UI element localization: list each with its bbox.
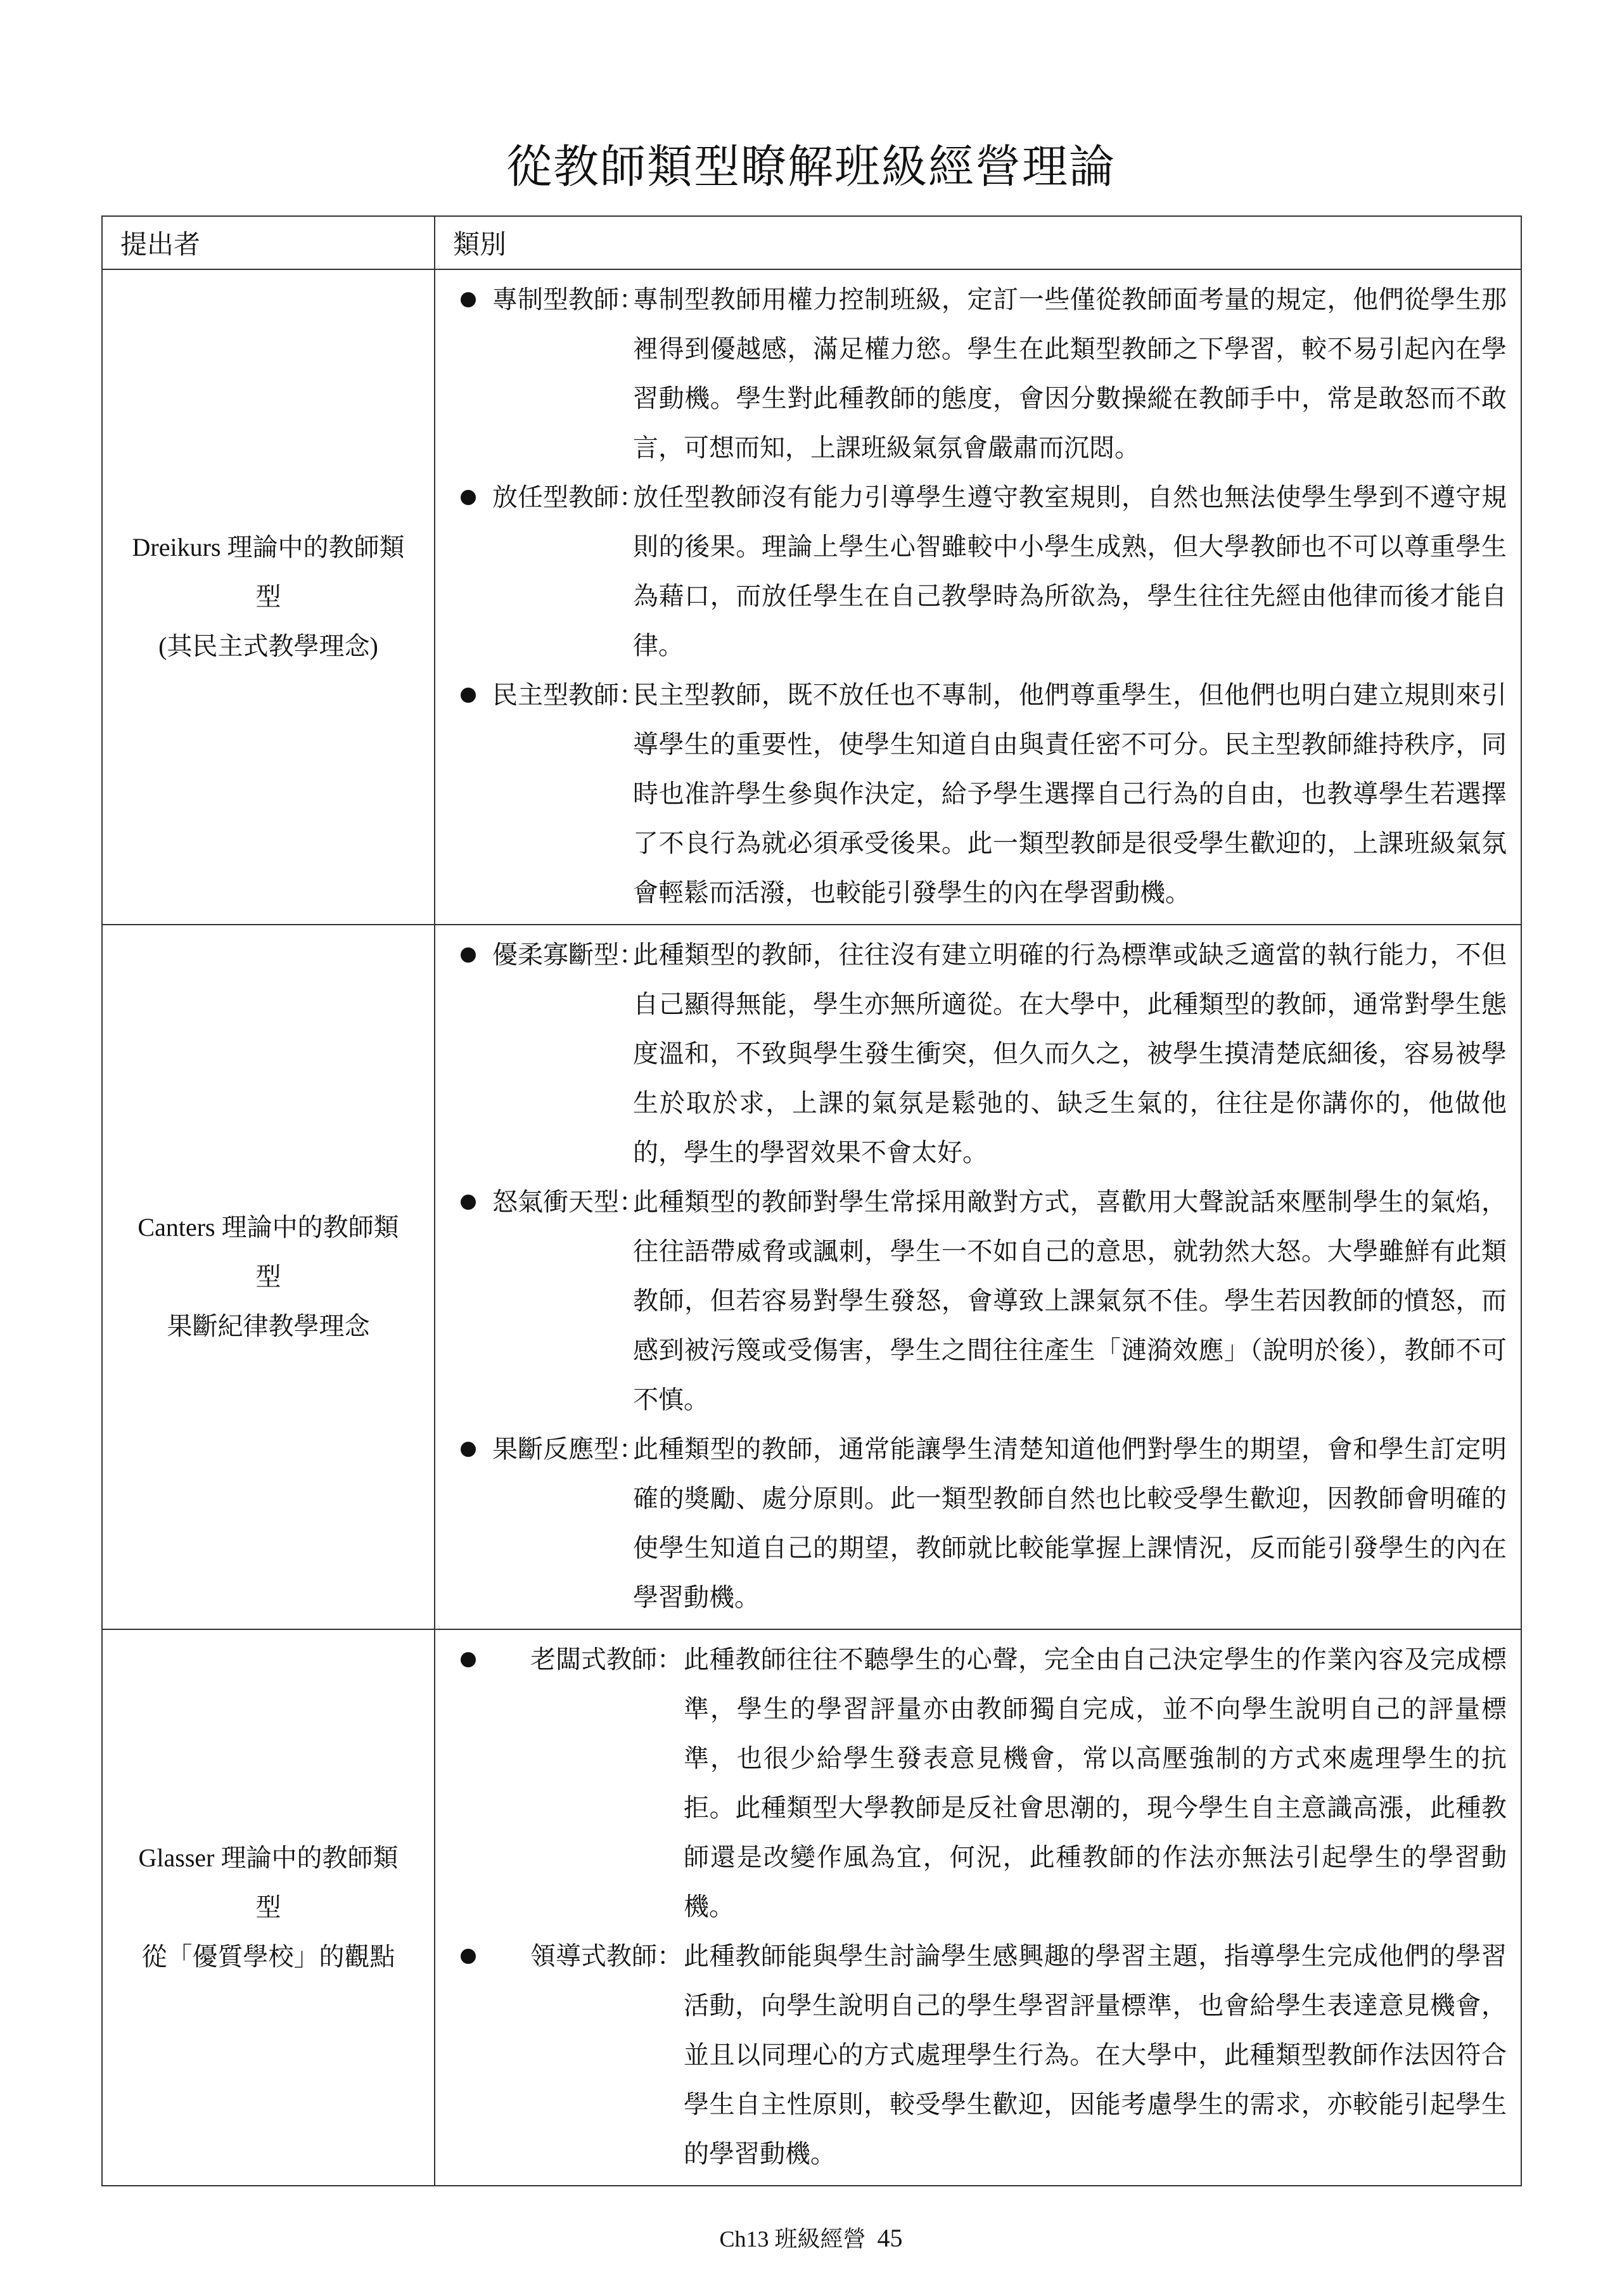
proposer-line: 型 [255, 1893, 281, 1921]
teacher-type-table [101, 215, 1522, 2186]
page-number: 45 [877, 2224, 903, 2252]
item-label: 領導式教師： [530, 1942, 682, 1971]
item-text: 此種教師往往不聽學生的心聲，完全由自己決定學生的作業內容及完成標準，學生的學習評量亦由教師獨自完成，並不向學生說明自己的評量標準，也很少給學生發表意見機會，常以高壓強制的方式來處理學生的抗拒。此種類型大學教師是反社會思潮的，現今學生自主意識高漲，此種教師還是改變作風為宜，何況，此種教師的作法亦無法引起學生的學習動機。 [684, 1645, 1507, 1921]
page-title: 從教師類型瞭解班級經營理論 [506, 140, 1116, 193]
item-label: 放任型教師： [492, 483, 644, 512]
bullet-icon [461, 1652, 476, 1667]
category-cell [435, 269, 1521, 925]
bullet-icon [461, 947, 476, 963]
bullet-icon [461, 688, 476, 703]
item-label: 怒氣衝天型： [492, 1188, 644, 1217]
proposer-cell [102, 269, 435, 925]
list-item [449, 1932, 1507, 2179]
category-cell [435, 1629, 1521, 2186]
proposer-line: 果斷紀律教學理念 [167, 1312, 370, 1340]
item-label: 專制型教師： [492, 285, 644, 314]
item-text: 專制型教師用權力控制班級，定訂一些僅從教師面考量的規定，他們從學生那裡得到優越感，滿足權力慾。學生在此類型教師之下學習，較不易引起內在學習動機。學生對此種教師的態度，會因分數操縱在教師手中，常是敢怒而不敢言，可想而知，上課班級氣氛會嚴肅而沉悶。 [633, 285, 1507, 463]
list-item [449, 473, 1507, 670]
item-text: 此種類型的教師，通常能讓學生清楚知道他們對學生的期望，會和學生訂定明確的獎勵、處分原則。此一類型教師自然也比較受學生歡迎，因教師會明確的使學生知道自己的期望，教師就比較能掌握上課情況，反而能引發學生的內在學習動機。 [633, 1435, 1507, 1612]
proposer-cell [102, 1629, 435, 2186]
item-label: 果斷反應型： [492, 1435, 644, 1464]
list-item [449, 275, 1507, 473]
proposer-line: (其民主式教學理念) [158, 632, 378, 660]
proposer-line: 型 [255, 582, 281, 611]
list-item [449, 670, 1507, 918]
bullet-icon [461, 1195, 476, 1210]
bullet-icon [461, 1949, 476, 1964]
proposer-line: 從「優質學校」的觀點 [141, 1942, 395, 1971]
item-text: 放任型教師沒有能力引導學生遵守教室規則，自然也無法使學生學到不遵守規則的後果。理論上學生心智雖較中小學生成熟，但大學教師也不可以尊重學生為藉口，而放任學生在自己教學時為所欲為，學生往往先經由他律而後才能自律。 [633, 483, 1507, 660]
bullet-icon [461, 1442, 476, 1457]
category-cell [435, 925, 1521, 1629]
proposer-line: Dreikurs 理論中的教師類 [132, 533, 405, 561]
item-label: 優柔寡斷型： [492, 940, 644, 970]
list-item [449, 1635, 1507, 1932]
proposer-line: Glasser 理論中的教師類 [138, 1844, 399, 1872]
header-proposer: 提出者 [102, 216, 435, 269]
table-header-row [102, 216, 1521, 269]
list-item [449, 1177, 1507, 1425]
item-label: 老闆式教師： [530, 1645, 682, 1674]
table-row [102, 1629, 1521, 2186]
page-footer [0, 2221, 1622, 2254]
bullet-icon [461, 292, 476, 307]
chapter-label: Ch13 班級經營 [719, 2226, 866, 2252]
table-row [102, 269, 1521, 925]
proposer-cell [102, 925, 435, 1629]
item-text: 此種類型的教師，往往沒有建立明確的行為標準或缺乏適當的執行能力，不但自己顯得無能，學生亦無所適從。在大學中，此種類型的教師，通常對學生態度溫和，不致與學生發生衝突，但久而久之，被學生摸清楚底細後，容易被學生於取於求，上課的氣氛是鬆弛的、缺乏生氣的，往往是你講你的，他做他的，學生的學習效果不會太好。 [633, 940, 1507, 1167]
proposer-line: Canters 理論中的教師類 [137, 1213, 399, 1241]
bullet-icon [461, 490, 476, 505]
proposer-line: 型 [255, 1262, 281, 1291]
list-item [449, 930, 1507, 1177]
item-text: 民主型教師，既不放任也不專制，他們尊重學生，但他們也明白建立規則來引導學生的重要性，使學生知道自由與責任密不可分。民主型教師維持秩序，同時也准許學生參與作決定，給予學生選擇自己行為的自由，也教導學生若選擇了不良行為就必須承受後果。此一類型教師是很受學生歡迎的，上課班級氣氛會輕鬆而活潑，也較能引發學生的內在學習動機。 [633, 681, 1507, 907]
table-row [102, 925, 1521, 1629]
item-text: 此種教師能與學生討論學生感興趣的學習主題，指導學生完成他們的學習活動，向學生說明自己的學生學習評量標準，也會給學生表達意見機會，並且以同理心的方式處理學生行為。在大學中，此種類型教師作法因符合學生自主性原則，較受學生歡迎，因能考慮學生的需求，亦較能引起學生的學習動機。 [684, 1942, 1507, 2169]
item-label: 民主型教師： [492, 681, 644, 710]
item-text: 此種類型的教師對學生常採用敵對方式，喜歡用大聲說話來壓制學生的氣焰，往往語帶威脅或諷刺，學生一不如自己的意思，就勃然大怒。大學雖鮮有此類教師，但若容易對學生發怒，會導致上課氣氛不佳。學生若因教師的憤怒，而感到被污篾或受傷害，學生之間往往產生「漣漪效應」（說明於後），教師不可不慎。 [633, 1188, 1507, 1414]
header-category: 類別 [435, 216, 1521, 269]
list-item [449, 1425, 1507, 1622]
